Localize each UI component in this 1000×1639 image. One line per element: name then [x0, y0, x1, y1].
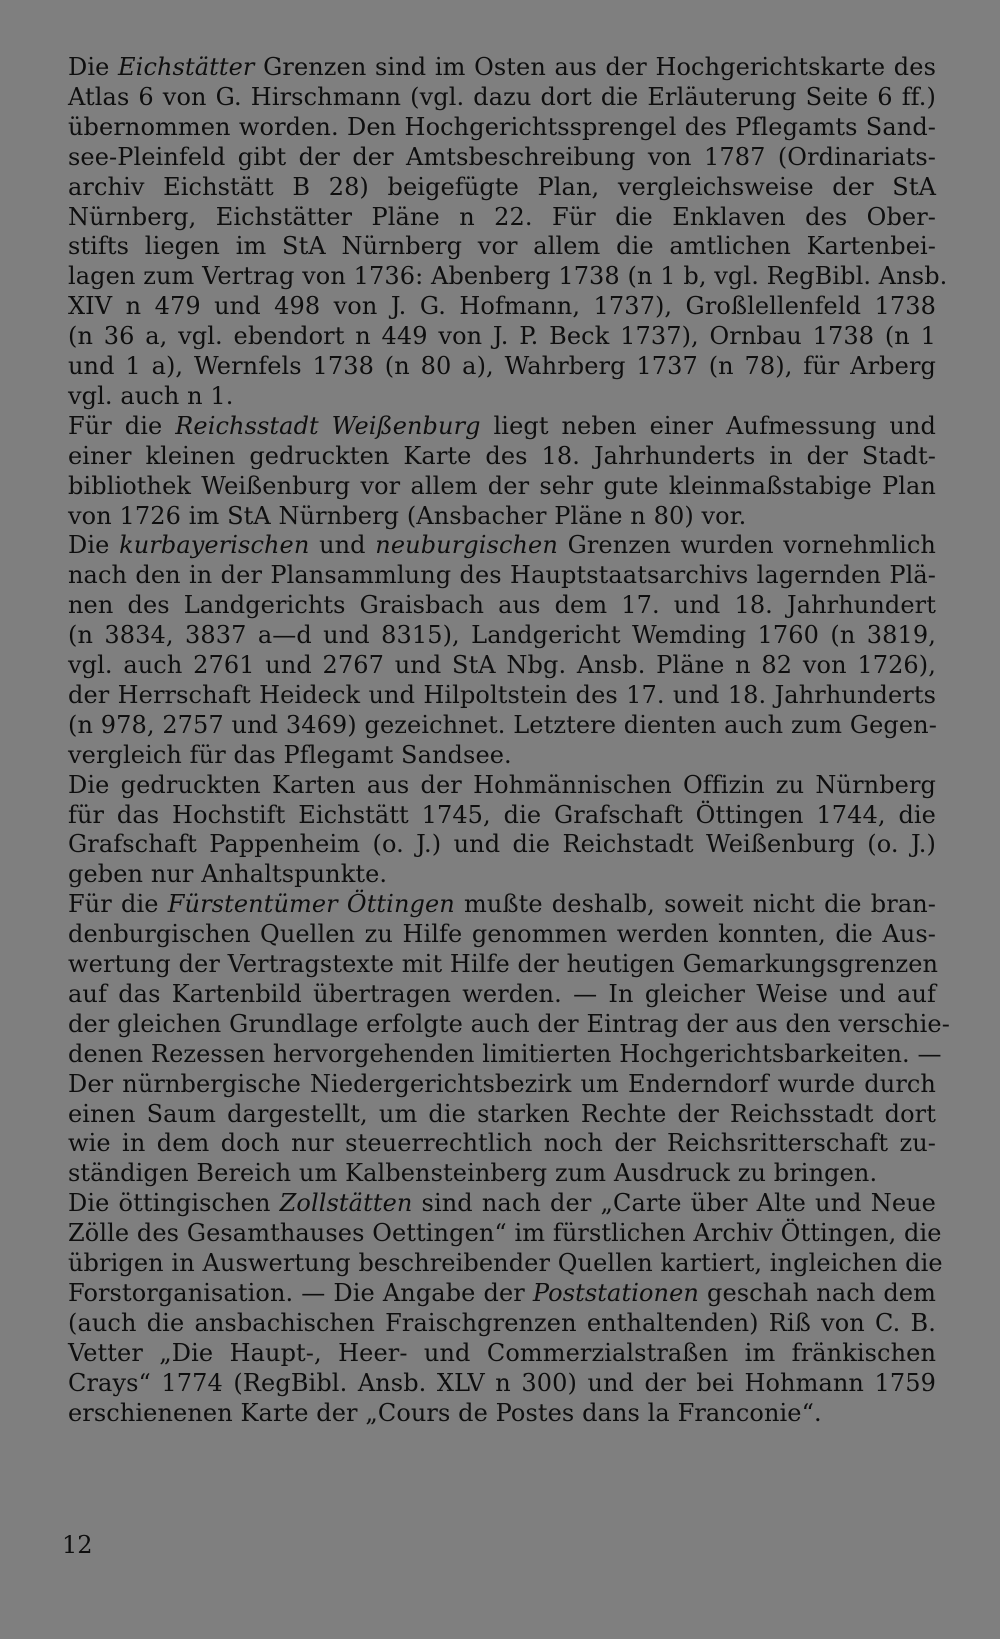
italic-term: Fürstentümer Öttingen [167, 890, 455, 919]
italic-term: Reichsstadt Weißenburg [175, 411, 481, 440]
page-number: 12 [62, 1531, 93, 1559]
text-line [68, 1248, 943, 1278]
text-run: bibliothek Weißenburg vor allem der sehr gute kleinmaßstabige Plan [68, 471, 936, 500]
text-run: der gleichen Grundlage erfolgte auch der Eintrag der aus den verschie- [68, 1009, 950, 1038]
text-line [68, 172, 936, 202]
text-line [68, 1308, 936, 1338]
text-run: archiv Eichstätt B 28) beigefügte Plan, vergleichsweise der StA [68, 172, 936, 201]
text-line [68, 859, 936, 889]
text-line [68, 1278, 936, 1308]
text-run: übernommen worden. Den Hochgerichtssprengel des Pflegamts Sand- [68, 112, 936, 141]
text-run: wertung der Vertragstexte mit Hilfe der heutigen Gemarkungsgrenzen [68, 950, 939, 978]
text-line [68, 650, 936, 680]
text-line [68, 1039, 942, 1069]
text-run: Grenzen wurden vornehmlich [557, 531, 936, 560]
text-run: denburgischen Quellen zu Hilfe genommen werden konnten, die Aus- [68, 920, 936, 949]
text-line [68, 471, 936, 501]
text-line [68, 560, 936, 590]
text-run: (n 3834, 3837 a—d und 8315), Landgericht Wemding 1760 (n 3819, [68, 621, 936, 650]
italic-term: kurbayerischen [119, 531, 310, 560]
text-line [68, 142, 936, 172]
text-run: mußte deshalb, soweit nicht die bran- [454, 890, 936, 919]
text-line [68, 590, 936, 620]
text-run: für das Hochstift Eichstätt 1745, die Grafschaft Öttingen 1744, die [68, 800, 936, 829]
text-run: Zölle des Gesamthauses Oettingen“ im fürstlichen Archiv Öttingen, die [68, 1219, 942, 1248]
text-run: der Herrschaft Heideck und Hilpoltstein des 17. und 18. Jahrhunderts [68, 680, 936, 709]
text-run: sind nach der „Carte über Alte und Neue [412, 1189, 936, 1218]
text-run: (n 36 a, vgl. ebendort n 449 von J. P. Beck 1737), Ornbau 1738 (n 1 [68, 322, 936, 351]
text-run: Für die [68, 890, 168, 919]
text-run: und [309, 531, 376, 560]
text-run: einen Saum dargestellt, um die starken Rechte der Reichsstadt dort [68, 1099, 936, 1128]
text-run: denen Rezessen hervorgehenden limitierten Hochgerichtsbarkeiten. — [68, 1039, 942, 1068]
text-run: Crays“ 1774 (RegBibl. Ansb. XLV n 300) und der bei Hohmann 1759 [68, 1368, 936, 1397]
text-run: vgl. auch n 1. [68, 381, 234, 410]
text-run: Vetter „Die Haupt-, Heer- und Commerzialstraßen im fränkischen [68, 1338, 936, 1367]
text-run: Die [68, 531, 120, 560]
text-run: nach den in der Plansammlung des Hauptstaatsarchivs lagernden Plä- [68, 561, 936, 590]
text-line [68, 351, 936, 381]
text-run: nen des Landgerichts Graisbach aus dem 17. und 18. Jahrhundert [68, 591, 936, 620]
text-run: Der nürnbergische Niedergerichtsbezirk um Enderndorf wurde durch [68, 1069, 936, 1098]
text-run: see-Pleinfeld gibt der der Amtsbeschreibung von 1787 (Ordinariats- [68, 142, 936, 171]
text-run: Atlas 6 von G. Hirschmann (vgl. dazu dort die Erläuterung Seite 6 ff.) [68, 82, 936, 111]
text-run: Die [68, 53, 119, 81]
text-run: (n 978, 2757 und 3469) gezeichnet. Letztere dienten auch zum Gegen- [68, 710, 937, 739]
text-line [68, 501, 936, 531]
text-line [68, 1009, 950, 1039]
text-run: Nürnberg, Eichstätter Pläne n 22. Für die Enklaven des Ober- [68, 202, 936, 231]
text-run: vergleich für das Pflegamt Sandsee. [68, 740, 512, 769]
text-line [68, 231, 936, 261]
text-line [68, 1338, 936, 1368]
text-line [68, 800, 936, 830]
text-run: einer kleinen gedruckten Karte des 18. Jahrhunderts in der Stadt- [68, 441, 936, 470]
text-line [68, 1188, 936, 1218]
text-line [68, 1368, 936, 1398]
text-line [68, 1069, 936, 1099]
text-line [68, 52, 936, 82]
text-line [68, 321, 936, 351]
text-line [68, 381, 936, 411]
text-line [68, 889, 936, 919]
text-line [68, 1158, 936, 1188]
text-run: erschienenen Karte der „Cours de Postes dans la Franconie“. [68, 1398, 822, 1427]
text-run: vgl. auch 2761 und 2767 und StA Nbg. Ansb. Pläne n 82 von 1726), [68, 651, 936, 679]
text-run: Für die [68, 411, 176, 440]
text-run: wie in dem doch nur steuerrechtlich noch der Reichsritterschaft zu- [68, 1129, 936, 1158]
italic-term: Eichstätter [118, 53, 255, 81]
text-run: von 1726 im StA Nürnberg (Ansbacher Pläne n 80) vor. [68, 501, 747, 530]
text-line [68, 1128, 936, 1158]
text-line [68, 291, 936, 321]
italic-term: Zollstätten [279, 1189, 413, 1218]
text-line [68, 770, 936, 800]
italic-term: Poststationen [532, 1278, 699, 1307]
text-line [68, 1099, 936, 1129]
text-line [68, 261, 948, 291]
text-run: übrigen in Auswertung beschreibender Quellen kartiert, ingleichen die [68, 1249, 943, 1277]
text-line [68, 411, 936, 441]
text-run: ständigen Bereich um Kalbensteinberg zum Ausdruck zu bringen. [68, 1159, 878, 1188]
text-line [68, 710, 936, 740]
text-line [68, 740, 936, 770]
italic-term: neuburgischen [375, 531, 558, 560]
text-line [68, 202, 936, 232]
text-run: Forstorganisation. — Die Angabe der [68, 1278, 533, 1307]
text-run: (auch die ansbachischen Fraischgrenzen enthaltenden) Riß von C. B. [68, 1308, 936, 1337]
text-line [68, 829, 936, 859]
text-run: XIV n 479 und 498 von J. G. Hofmann, 1737), Großlellenfeld 1738 [68, 292, 936, 321]
text-line [68, 1398, 936, 1428]
text-line [68, 919, 936, 949]
text-line [68, 680, 936, 710]
text-run: auf das Kartenbild übertragen werden. — In gleicher Weise und auf [68, 979, 936, 1008]
text-line [68, 1218, 942, 1248]
text-run: liegt neben einer Aufmessung und [480, 411, 936, 440]
text-line [68, 530, 936, 560]
text-run: Grenzen sind im Osten aus der Hochgerichtskarte des [254, 53, 936, 81]
text-run: stifts liegen im StA Nürnberg vor allem die amtlichen Kartenbei- [68, 232, 936, 261]
text-line [68, 620, 936, 650]
text-line [68, 441, 936, 471]
text-run: Grafschaft Pappenheim (o. J.) und die Reichstadt Weißenburg (o. J.) [68, 830, 936, 859]
text-line [68, 949, 939, 979]
text-run: Die öttingischen [68, 1189, 280, 1218]
text-run: geben nur Anhaltspunkte. [68, 860, 388, 889]
text-line [68, 112, 936, 142]
text-run: lagen zum Vertrag von 1736: Abenberg 1738 (n 1 b, vgl. RegBibl. Ansb. [68, 262, 948, 291]
text-run: Die gedruckten Karten aus der Hohmännischen Offizin zu Nürnberg [68, 770, 936, 799]
text-line [68, 979, 936, 1009]
text-run: geschah nach dem [698, 1278, 936, 1307]
text-line [68, 82, 936, 112]
text-run: und 1 a), Wernfels 1738 (n 80 a), Wahrberg 1737 (n 78), für Arberg [68, 352, 936, 380]
